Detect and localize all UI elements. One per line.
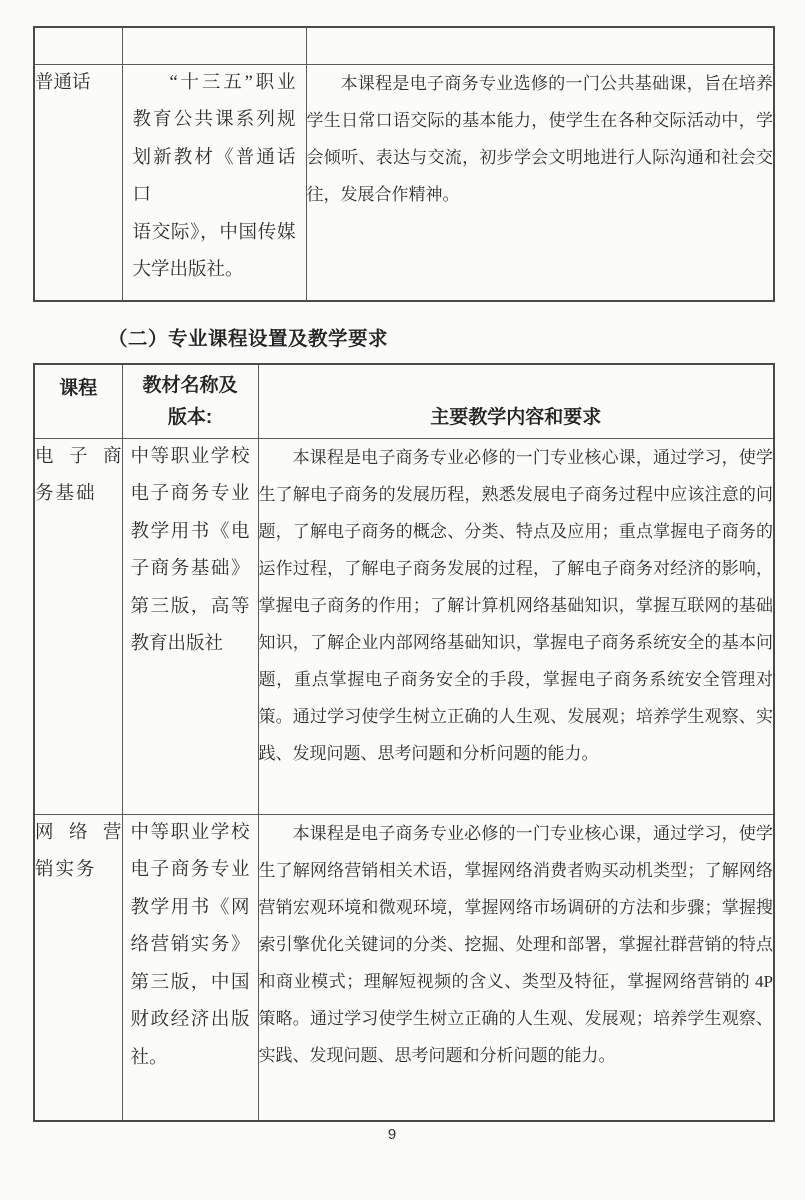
- textbook-line: 络营销实务》: [130, 935, 250, 955]
- section-heading: （二）专业课程设置及教学要求: [108, 328, 389, 350]
- table-header-row: [34, 364, 774, 438]
- teaching-content-cell: [258, 438, 774, 814]
- header-textbook: 教材名称及 版本:: [122, 364, 258, 438]
- textbook-cell: [122, 814, 258, 1121]
- course-name-line: 务基础: [35, 484, 97, 504]
- textbook-line: 电子商务专业: [130, 484, 250, 504]
- course-name-cell: [34, 64, 122, 301]
- empty-cell: [34, 27, 122, 64]
- textbook-line: 第三版，高等: [130, 596, 250, 617]
- textbook-line: 教育公共课系列规: [132, 110, 296, 130]
- textbook-line: 大学出版社。: [132, 260, 244, 280]
- course-name: 普通话: [35, 72, 91, 93]
- public-course-table: [33, 26, 775, 302]
- textbook-line: 教育出版社: [130, 634, 224, 654]
- course-name-line: 销实务: [35, 860, 97, 880]
- header-teaching-content: 主要教学内容和要求: [258, 364, 774, 438]
- course-name-line: 电子商: [35, 446, 122, 467]
- teaching-content-cell: [306, 64, 774, 301]
- textbook-line: 教学用书《网: [130, 897, 250, 918]
- table-row-ecommerce-basics: [34, 438, 774, 814]
- teaching-content-text: 本课程是电子商务专业必修的一门专业核心课，通过学习，使学生了解电子商务的发展历程，熟悉发展电子商务过程中应该注意的问题，了解电子商务的概念、分类、特点及应用；重点掌握电子商务的运作过程，了解电子商务发展的过程，了解电子商务对经济的影响，掌握电子商务的作用；了解计算机网络基础知识，掌握互联网的基础知识，了解企业内部网络基础知识，掌握电子商务系统安全的基本问题，重点掌握电子商务安全的手段，掌握电子商务系统安全管理对策。通过学习使学生树立正确的人生观、发展观；培养学生观察、实践、发现问题、思考问题和分析问题的能力。: [258, 447, 773, 763]
- table-row-network-marketing: [34, 814, 774, 1121]
- textbook-line: 电子商务专业: [130, 860, 250, 880]
- professional-course-table: [33, 363, 775, 1122]
- textbook-line: 财政经济出版: [130, 1010, 250, 1030]
- textbook-line: 中等职业学校: [130, 822, 250, 843]
- textbook-line: “十三五”职业: [169, 72, 296, 93]
- page-number: 9: [387, 1126, 397, 1143]
- teaching-content-text: 本课程是电子商务专业必修的一门专业核心课，通过学习，使学生了解网络营销相关术语，掌握网络消费者购买动机类型；了解网络营销宏观环境和微观环境，掌握网络市场调研的方法和步骤；掌握搜索引擎优化关键词的分类、挖掘、处理和部署，掌握社群营销的特点和商业模式；理解短视频的含义、类型及特征，掌握网络营销的 4P 策略。通过学习使学生树立正确的人生观、发展观；培养学生观察、实践、发现问题、思考问题和分析问题的能力。: [258, 823, 773, 1065]
- table-row-putonghua: [34, 64, 774, 301]
- textbook-line: 教学用书《电: [130, 521, 250, 542]
- textbook-line: 第三版，中国: [130, 972, 250, 993]
- textbook-cell: [122, 64, 306, 301]
- textbook-line: 社。: [130, 1047, 168, 1068]
- header-course: 课程: [34, 364, 122, 438]
- table-row-empty: [34, 27, 774, 64]
- course-name-line: 网络营: [35, 822, 122, 843]
- textbook-cell: [122, 438, 258, 814]
- empty-cell: [122, 27, 306, 64]
- course-name-cell: [34, 814, 122, 1121]
- textbook-line: 中等职业学校: [130, 446, 250, 467]
- textbook-line: 划新教材《普通话口: [132, 147, 296, 205]
- textbook-line: 语交际》，中国传媒: [132, 222, 296, 243]
- course-name-cell: [34, 438, 122, 814]
- empty-cell: [306, 27, 774, 64]
- teaching-content-text: 本课程是电子商务专业选修的一门公共基础课，旨在培养学生日常口语交际的基本能力，使学生在各种交际活动中，学会倾听、表达与交流，初步学会文明地进行人际沟通和社会交往，发展合作精神。: [306, 73, 773, 204]
- teaching-content-cell: [258, 814, 774, 1121]
- textbook-line: 子商务基础》: [130, 559, 250, 579]
